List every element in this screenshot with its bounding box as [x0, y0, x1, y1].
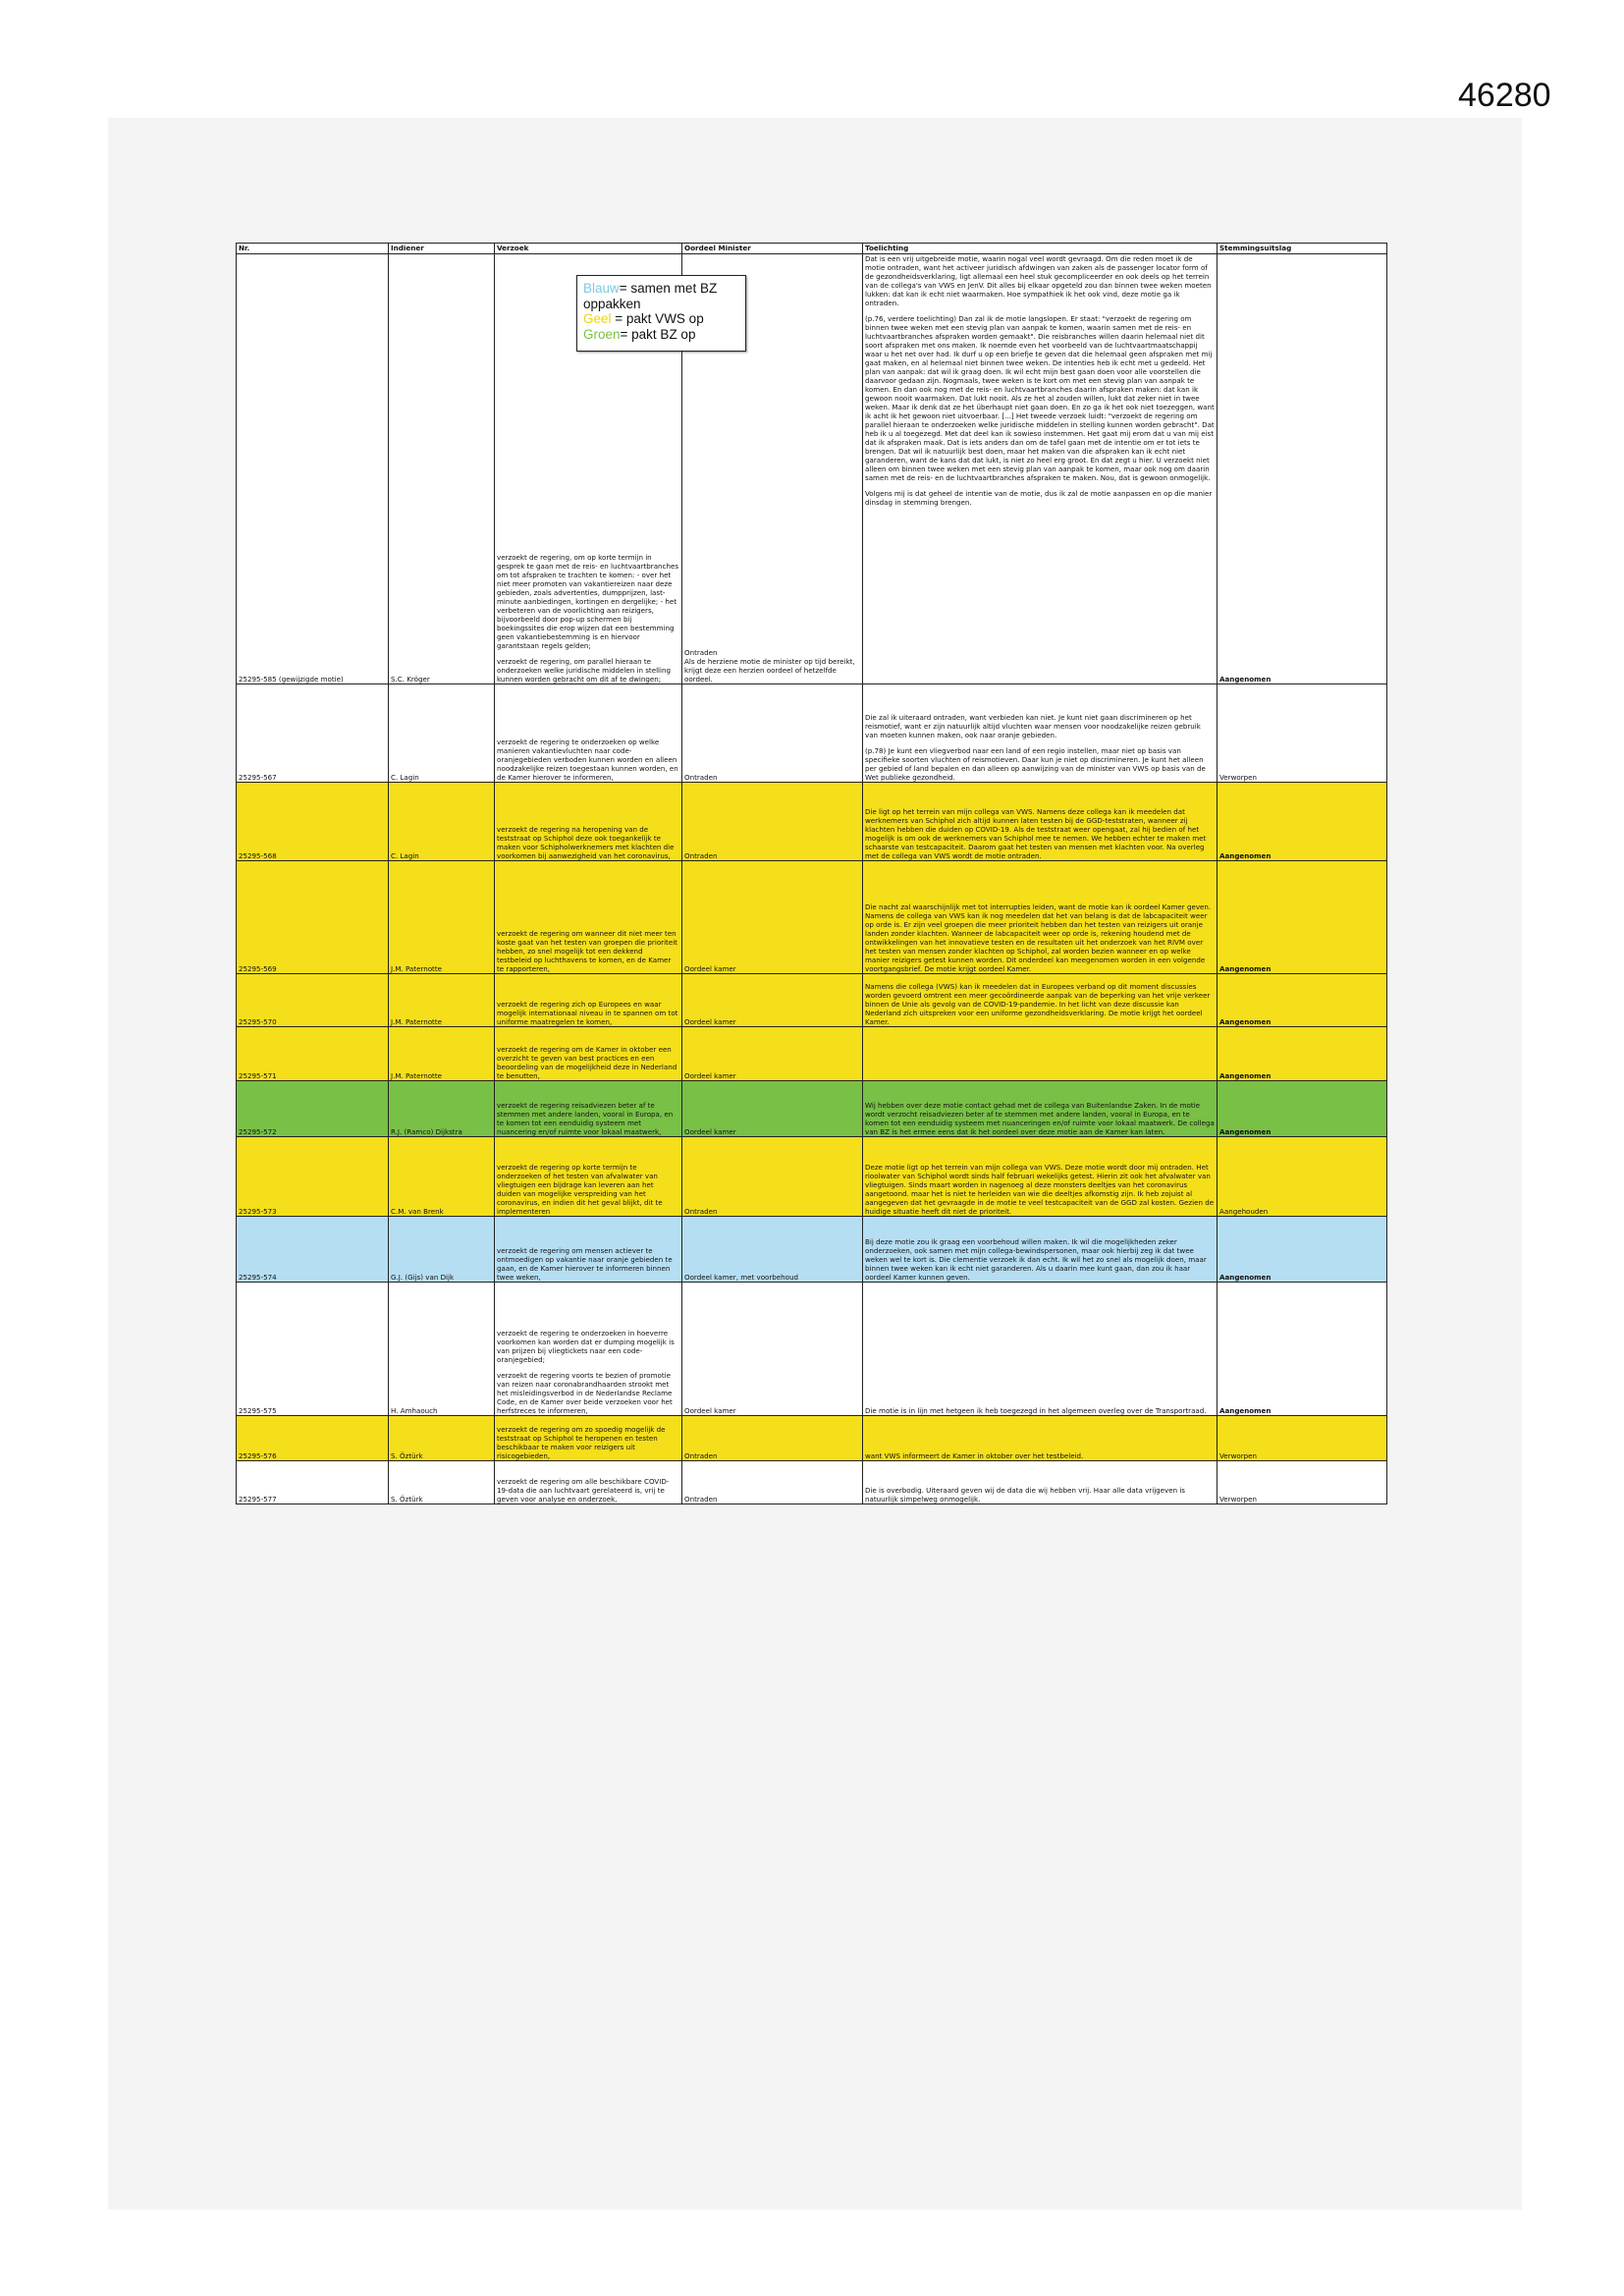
header-verzoek: Verzoek	[495, 244, 682, 254]
motions-table	[236, 243, 1387, 1504]
toelichting-paragraph: Namens die collega (VWS) kan ik meedelen dat in Europees verband op dit moment discussies worden gevoerd omtrent een meer gecoördineerde aanpak van de beperking van het vrije verkeer binnen de Unie als gevolg van de COVID-19-pandemie. In het licht van deze discussie kan Nederland zich uitspreken voor een uniforme gezondheidsverklaring. De motie krijgt het oordeel Kamer.	[865, 982, 1211, 1026]
cell-verzoek	[495, 1027, 682, 1081]
cell-oordeel	[682, 1217, 863, 1283]
cell-verzoek	[495, 974, 682, 1027]
oordeel-text: Ontraden	[684, 773, 718, 782]
cell-indiener: S. Öztürk	[389, 1416, 495, 1461]
legend-line-yellow: Geel = pakt VWS op	[583, 311, 704, 327]
table-row	[237, 783, 1387, 861]
cell-toelichting	[863, 1137, 1218, 1217]
verzoek-paragraph: verzoekt de regering om de Kamer in oktober een overzicht te geven van best practices en een beoordeling van de mogelijkheid deze in Nederland te benutten,	[497, 1045, 677, 1080]
cell-uitslag: Aangenomen	[1218, 974, 1387, 1027]
cell-uitslag: Verworpen	[1218, 1416, 1387, 1461]
cell-indiener: C.M. van Brenk	[389, 1137, 495, 1217]
verzoek-paragraph: verzoekt de regering voorts te bezien of promotie van reizen naar coronabrandhaarden strookt met het misleidingsverbod in de Nederlandse Reclame Code, en de Kamer over beide verzoeken voor het herfstreces te informeren,	[497, 1371, 673, 1415]
oordeel-text: Oordeel kamer, met voorbehoud	[684, 1273, 799, 1282]
cell-indiener: S. Öztürk	[389, 1461, 495, 1504]
verzoek-paragraph: verzoekt de regering om zo spoedig mogelijk de teststraat op Schiphol te heropenen en testen beschikbaar te maken voor reizigers uit risicogebieden,	[497, 1425, 666, 1460]
cell-uitslag: Aangenomen	[1218, 254, 1387, 684]
toelichting-paragraph: Die nacht zal waarschijnlijk met tot interrupties leiden, want de motie kan ik oordeel Kamer geven. Namens de collega van VWS kan ik nog meedelen dat het van belang is dat de labcapaciteit weer op orde is. Er zijn veel groepen die meer prioriteit hebben dan het testen van reizigers uit oranje landen zonder klachten. Wanneer de labcapaciteit weer op orde is, rekening houdend met de ontwikkelingen van het innovatieve testen en de resultaten uit het onderzoek van het RIVM over het testen van mensen zonder klachten op Schiphol, zal worden bezien wanneer en op welke manier reizigers getest kunnen worden. Dit onderdeel kan meegenomen worden in een volgende voortgangsbrief. De motie krijgt oordeel Kamer.	[865, 902, 1212, 973]
toelichting-paragraph: (p.76, verdere toelichting) Dan zal ik de motie langslopen. Er staat: "verzoekt de regering om binnen twee weken met een stevig plan van aanpak te komen, waarin samen met de reis- en luchtvaartbranches afspraken worden gemaakt". Die reisbranches willen daarin helemaal niet dit soort afspraken met ons maken. Ik noemde even het voorbeeld van de luchtvaartmaatschappij waar u het net over had. Ik durf u op een briefje te geven dat die helemaal geen afspraken met mij gaat maken, en al helemaal niet binnen twee weken. De intenties heb ik echt met u gedeeld. Het plan van aanpak: dat wil ik graag doen. Ik wil echt mijn best gaan doen voor alle voorstellen die daarvoor gedaan zijn. Nogmaals, twee weken is te kort om met een stevig plan van aanpak te komen. En dan ook nog met de reis- en luchtvaartbranches daarin afspraken maken: dat kan ik gewoon nooit waarmaken. Dat lukt nooit. Als ze het al zouden willen, lukt dat zeker niet in twee weken. Maar ik denk dat ze het überhaupt niet gaan doen. En zo ga ik het ook niet toezeggen, want ik acht ik het gewoon niet uitvoerbaar. [...] Het tweede verzoek luidt: "verzoekt de regering om parallel hieraan te onderzoeken welke juridische middelen in stelling kunnen worden gebracht". Dat heb ik u al toegezegd. Met dat deel kan ik sowieso instemmen. Het gaat mij erom dat u van mij eist dat ik afspraken maak. Dat is iets anders dan om de tafel gaan met de intentie om er tot iets te brengen. Dat wil ik natuurlijk best doen, maar het maken van die afspraken kan ik echt niet garanderen, want de kans dat dat lukt, is niet zo heel erg groot. En dat zegt u hier. U verzoekt niet alleen om binnen twee weken met een stevig plan van aanpak te komen, maar ook nog om daarin samen met de reis- en de luchtvaartbranches afspraken te maken. Nou, dat is gewoon onmogelijk.	[865, 314, 1215, 482]
header-nr: Nr.	[237, 244, 389, 254]
table-row	[237, 1137, 1387, 1217]
toelichting-paragraph: Deze motie ligt op het terrein van mijn collega van VWS. Deze motie wordt door mij ontraden. Het rioolwater van Schiphol wordt sinds half februari wekelijks getest. Hierin zit ook het afvalwater van vliegtuigen. Sinds maart worden in nagenoeg al deze monsters deeltjes van het coronavirus aangetoond. maar het is niet te herleiden van wie die deeltjes afkomstig zijn. Ik heb zojuist al aangegeven dat het gevraagde in de motie te veel testcapaciteit van de GGD zal kosten. Gezien de huidige situatie heeft dit niet de prioriteit.	[865, 1163, 1215, 1216]
cell-toelichting	[863, 1416, 1218, 1461]
cell-indiener: J.M. Paternotte	[389, 1027, 495, 1081]
cell-toelichting	[863, 1217, 1218, 1283]
oordeel-text: Ontraden	[684, 851, 718, 860]
cell-toelichting	[863, 1081, 1218, 1137]
table-row	[237, 1081, 1387, 1137]
cell-toelichting	[863, 684, 1218, 783]
cell-toelichting	[863, 254, 1218, 684]
cell-oordeel	[682, 684, 863, 783]
cell-uitslag: Aangenomen	[1218, 861, 1387, 974]
cell-oordeel	[682, 1137, 863, 1217]
table-row	[237, 254, 1387, 684]
cell-uitslag: Aangenomen	[1218, 1283, 1387, 1416]
verzoek-paragraph: verzoekt de regering reisadviezen beter af te stemmen met andere landen, vooral in Europa, en te komen tot een eenduidig systeem met nuancering en/of ruimte voor lokaal maatwerk,	[497, 1101, 674, 1136]
cell-indiener: G.J. (Gijs) van Dijk	[389, 1217, 495, 1283]
cell-uitslag: Aangenomen	[1218, 1027, 1387, 1081]
verzoek-paragraph: verzoekt de regering zich op Europees en waar mogelijk internationaal niveau in te spannen om tot uniforme maatregelen te komen,	[497, 1000, 678, 1026]
cell-oordeel	[682, 1416, 863, 1461]
cell-indiener: S.C. Kröger	[389, 254, 495, 684]
cell-oordeel	[682, 1283, 863, 1416]
cell-nr: 25295-567	[237, 684, 389, 783]
cell-oordeel	[682, 1461, 863, 1504]
cell-indiener: R.J. (Ramco) Dijkstra	[389, 1081, 495, 1137]
verzoek-paragraph: verzoekt de regering te onderzoeken op welke manieren vakantievluchten naar code-oranjegebieden verboden kunnen worden en alleen noodzakelijke reizen toegestaan kunnen worden, en de Kamer hierover te informeren,	[497, 738, 678, 782]
document-number: 46280	[1458, 77, 1551, 114]
cell-verzoek	[495, 1137, 682, 1217]
cell-indiener: J.M. Paternotte	[389, 974, 495, 1027]
oordeel-text: Oordeel kamer	[684, 964, 736, 973]
table-row	[237, 1217, 1387, 1283]
header-indiener: Indiener	[389, 244, 495, 254]
cell-nr: 25295-585 (gewijzigde motie)	[237, 254, 389, 684]
cell-nr: 25295-575	[237, 1283, 389, 1416]
toelichting-paragraph: Wij hebben over deze motie contact gehad met de collega van Buitenlandse Zaken. In de motie wordt verzocht reisadviezen beter af te stemmen met andere landen, vooral in Europa, en te komen tot een eenduidig systeem met nuanceringen en/of ruimte voor lokaal maatwerk. De collega van BZ is het ermee eens dat ik het oordeel over deze motie aan de Kamer kan laten.	[865, 1101, 1215, 1136]
oordeel-text: Ontraden	[684, 1451, 718, 1460]
cell-verzoek	[495, 1461, 682, 1504]
oordeel-text: Oordeel kamer	[684, 1017, 736, 1026]
cell-nr: 25295-574	[237, 1217, 389, 1283]
cell-toelichting	[863, 861, 1218, 974]
cell-verzoek	[495, 861, 682, 974]
table-row	[237, 1416, 1387, 1461]
oordeel-text: Ontraden	[684, 1495, 718, 1503]
verzoek-paragraph: verzoekt de regering te onderzoeken in hoeverre voorkomen kan worden dat er dumping mogelijk is van prijzen bij vliegtickets naar een code-oranjegebied;	[497, 1329, 675, 1364]
cell-uitslag: Aangenomen	[1218, 783, 1387, 861]
toelichting-paragraph: Dat is een vrij uitgebreide motie, waarin nogal veel wordt gevraagd. Om die reden moet ik de motie ontraden, want het activeer juridisch afdwingen van zaken als de passenger locator form of de gezondheidsverklaring, ligt allemaal een heel stuk gecompliceerder en ook deels op het terrein van de collega's van VWS en JenV. Dit alles bij elkaar opgeteld zou dan binnen twee weken moeten lukken: dat kan ik echt niet waarmaken. Hoe sympathiek ik het ook vind, deze motie ga ik ontraden.	[865, 254, 1212, 307]
toelichting-paragraph: want VWS informeert de Kamer in oktober over het testbeleid.	[865, 1451, 1084, 1460]
cell-toelichting	[863, 1461, 1218, 1504]
table-row	[237, 1283, 1387, 1416]
cell-nr: 25295-568	[237, 783, 389, 861]
cell-uitslag: Aangenomen	[1218, 1217, 1387, 1283]
cell-nr: 25295-570	[237, 974, 389, 1027]
verzoek-paragraph: verzoekt de regering op korte termijn te onderzoeken of het testen van afvalwater van vliegtuigen een bijdrage kan leveren aan het duiden van mogelijke verspreiding van het coronavirus, en indien dit het geval blijkt, dit te implementeren	[497, 1163, 663, 1216]
verzoek-paragraph: verzoekt de regering om alle beschikbare COVID-19-data die aan luchtvaart gerelateerd is, vrij te geven voor analyse en onderzoek,	[497, 1477, 670, 1503]
verzoek-paragraph: verzoekt de regering om wanneer dit niet meer ten koste gaat van het testen van groepen die prioriteit hebben, zo snel mogelijk tot een dekkend testbeleid op luchthavens te komen, en de Kamer te rapporteren,	[497, 929, 677, 973]
oordeel-text: Als de herziene motie de minister op tijd bereikt, krijgt deze een herzien oordeel of hetzelfde oordeel.	[684, 657, 855, 683]
cell-indiener: C. Lagin	[389, 684, 495, 783]
cell-oordeel	[682, 1027, 863, 1081]
legend-line-blue: Blauw= samen met BZ	[583, 281, 718, 296]
cell-toelichting	[863, 783, 1218, 861]
toelichting-paragraph: Die motie is in lijn met hetgeen ik heb toegezegd in het algemeen overleg over de Transportraad.	[865, 1406, 1207, 1415]
cell-toelichting	[863, 1027, 1218, 1081]
cell-verzoek	[495, 1217, 682, 1283]
cell-nr: 25295-571	[237, 1027, 389, 1081]
cell-verzoek	[495, 1416, 682, 1461]
header-uitslag: Stemmingsuitslag	[1218, 244, 1387, 254]
cell-toelichting	[863, 1283, 1218, 1416]
cell-indiener: C. Lagin	[389, 783, 495, 861]
cell-oordeel	[682, 861, 863, 974]
oordeel-text: Oordeel kamer	[684, 1071, 736, 1080]
cell-indiener: H. Amhaouch	[389, 1283, 495, 1416]
cell-nr: 25295-573	[237, 1137, 389, 1217]
verzoek-paragraph: verzoekt de regering om mensen actiever te ontmoedigen op vakantie naar oranje gebieden te gaan, en de Kamer hierover te informeren binnen twee weken,	[497, 1246, 673, 1282]
table-row	[237, 861, 1387, 974]
cell-verzoek	[495, 783, 682, 861]
toelichting-paragraph: Die ligt op het terrein van mijn collega van VWS. Namens deze collega kan ik meedelen dat werknemers van Schiphol zich altijd kunnen laten testen bij de GGD-teststraten, wanneer zij klachten hebben die duiden op COVID-19. Als de teststraat weer opengaat, zal hij bedien of het mogelijk is om ook de werknemers van Schiphol mee te nemen. We hebben echter te maken met schaarste van testcapaciteit. Daarom gaat het testen van mensen met klachten voor. Na overleg met de collega van VWS wordt de motie ontraden.	[865, 807, 1207, 860]
cell-oordeel	[682, 783, 863, 861]
toelichting-paragraph: Die zal ik uiteraard ontraden, want verbieden kan niet. Je kunt niet gaan discrimineren op het reismotief, want er zijn natuurlijk altijd vluchten waar mensen voor noodzakelijke reizen gebruik van moeten kunnen maken, ook naar oranje gebieden.	[865, 713, 1201, 739]
table-row	[237, 684, 1387, 783]
cell-verzoek	[495, 1283, 682, 1416]
cell-uitslag: Aangenomen	[1218, 1081, 1387, 1137]
cell-nr: 25295-569	[237, 861, 389, 974]
oordeel-text: Oordeel kamer	[684, 1406, 736, 1415]
table-row	[237, 1461, 1387, 1504]
toelichting-paragraph: Volgens mij is dat geheel de intentie van de motie, dus ik zal de motie aanpassen en op die manier dinsdag in stemming brengen.	[865, 489, 1213, 507]
oordeel-text: Ontraden	[684, 1207, 718, 1216]
oordeel-top-text: Ontraden	[684, 648, 718, 657]
toelichting-paragraph: Bij deze motie zou ik graag een voorbehoud willen maken. Ik wil die mogelijkheden zeker onderzoeken, ook samen met mijn collega-bewindspersonen, maar ook hierbij zeg ik dat twee weken wel te kort is. Die clementie verzoek ik dan echt. Ik wil het zo snel als mogelijk doen, maar binnen twee weken kan ik echt niet garanderen. Als u daarin mee kunt gaan, dan zou ik haar oordeel Kamer kunnen geven.	[865, 1237, 1207, 1282]
table-row	[237, 974, 1387, 1027]
cell-oordeel	[682, 1081, 863, 1137]
header-oordeel: Oordeel Minister	[682, 244, 863, 254]
cell-indiener: J.M. Paternotte	[389, 861, 495, 974]
table-row	[237, 1027, 1387, 1081]
cell-verzoek	[495, 684, 682, 783]
cell-uitslag: Verworpen	[1218, 684, 1387, 783]
toelichting-paragraph: Die is overbodig. Uiteraard geven wij de data die wij hebben vrij. Haar alle data vrijgeven is natuurlijk simpelweg onmogelijk.	[865, 1486, 1186, 1503]
legend-line-green: Groen= pakt BZ op	[583, 326, 696, 342]
cell-uitslag: Aangehouden	[1218, 1137, 1387, 1217]
oordeel-text: Oordeel kamer	[684, 1127, 736, 1136]
legend-line-blue-cont: oppakken	[583, 296, 641, 311]
verzoek-paragraph: verzoekt de regering, om parallel hieraan te onderzoeken welke juridische middelen in stelling kunnen worden gebracht om dit af te dwingen;	[497, 657, 671, 683]
cell-oordeel	[682, 974, 863, 1027]
cell-verzoek	[495, 1081, 682, 1137]
verzoek-paragraph: verzoekt de regering na heropening van de teststraat op Schiphol deze ook toegankelijk te maken voor Schipholwerknemers met klachten die voorkomen bij aanwezigheid van het coronavirus,	[497, 825, 675, 860]
toelichting-paragraph: (p.78) Je kunt een vliegverbod naar een land of een regio instellen, maar niet op basis van specifieke soorten vluchten of reismotieven. Daar kun je niet op discrimineren. Je kunt het alleen per gebied of land bepalen en dan alleen op aanwijzing van de minister van VWS op basis van de Wet publieke gezondheid.	[865, 746, 1206, 782]
header-row	[237, 244, 1387, 254]
header-toelichting: Toelichting	[863, 244, 1218, 254]
cell-nr: 25295-572	[237, 1081, 389, 1137]
verzoek-paragraph: verzoekt de regering, om op korte termijn in gesprek te gaan met de reis- en luchtvaartbranches om tot afspraken te trachten te komen: - over het niet meer promoten van vakantiereizen naar deze gebieden, zoals advertenties, dumpprijzen, last-minute aanbiedingen, kortingen en dergelijke; - het verbeteren van de voorlichting aan reizigers, bijvoorbeeld door pop-up schermen bij boekingssites die erop wijzen dat een bestemming geen vakantiebestemming is en hiervoor garantstaan regels gelden;	[497, 553, 679, 650]
cell-nr: 25295-576	[237, 1416, 389, 1461]
cell-toelichting	[863, 974, 1218, 1027]
cell-nr: 25295-577	[237, 1461, 389, 1504]
cell-uitslag: Verworpen	[1218, 1461, 1387, 1504]
color-legend	[576, 275, 746, 352]
